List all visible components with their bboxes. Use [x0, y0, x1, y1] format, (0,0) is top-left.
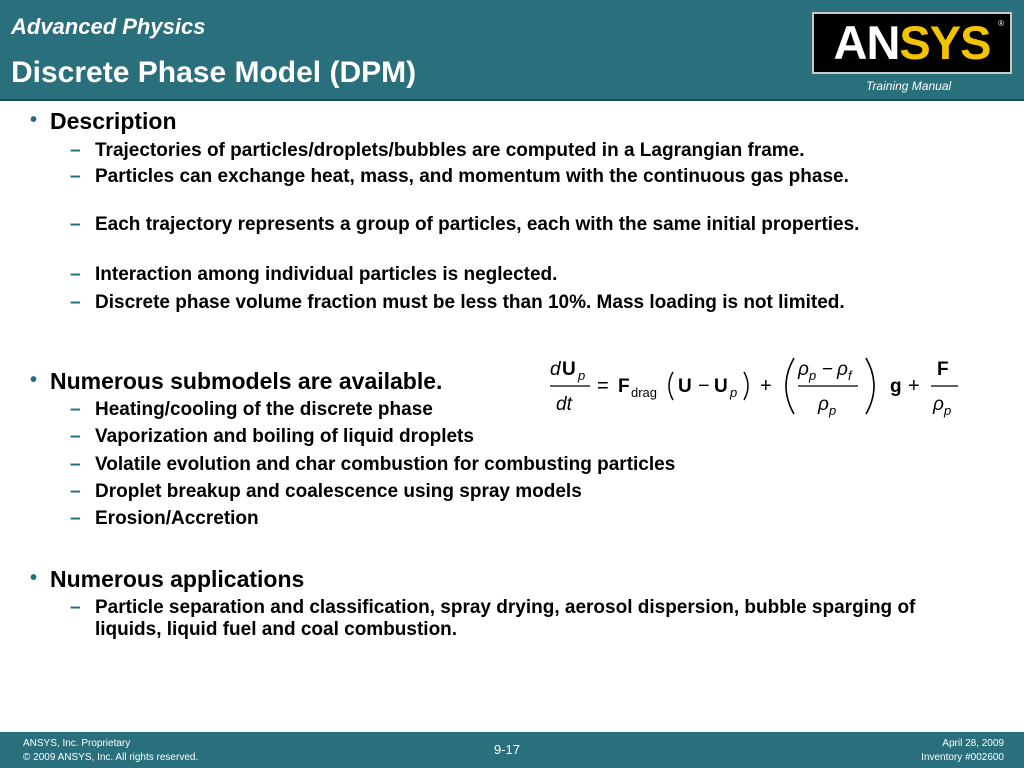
particle-momentum-equation	[548, 354, 960, 418]
bullet-label: Description	[50, 108, 177, 134]
eq-p-sub4: p	[829, 403, 837, 418]
eq-rho-f: ρ	[837, 359, 848, 380]
sub-bullet-text: Volatile evolution and char combustion for combusting particles	[95, 454, 676, 475]
force-fraction	[931, 359, 958, 418]
sub-bullet-text: Heating/cooling of the discrete phase	[95, 399, 433, 420]
dash-icon: –	[70, 508, 81, 529]
eq-f-sub: f	[848, 368, 852, 383]
lhs-fraction	[550, 359, 590, 415]
sub-bullet-text: Particles can exchange heat, mass, and momentum with the continuous gas phase.	[95, 166, 849, 187]
eq-equals: =	[597, 375, 609, 397]
header-divider	[0, 99, 1024, 101]
sub-bullet-text: Particle separation and classification, spray drying, aerosol dispersion, bubble sparging of liquids, liquid fuel and coal combustion.	[95, 597, 916, 640]
eq-U3: U	[714, 376, 728, 397]
dash-icon: –	[70, 481, 81, 502]
dash-icon: –	[70, 264, 81, 285]
right-paren	[744, 372, 748, 400]
header-bar	[0, 0, 1024, 99]
eq-g: g	[890, 376, 902, 397]
sub-bullet-text: Vaporization and boiling of liquid droplets	[95, 426, 474, 447]
eq-dt: dt	[556, 394, 572, 415]
eq-plus: +	[760, 375, 772, 397]
eq-minus2: −	[822, 359, 834, 380]
bullet-label: Numerous applications	[50, 566, 305, 592]
big-left-paren	[786, 358, 794, 414]
eq-minus: −	[698, 375, 710, 397]
sub-bullet-text: Erosion/Accretion	[95, 508, 259, 529]
footer-bar	[0, 732, 1024, 768]
bullet-icon: •	[30, 109, 38, 131]
footer-copyright	[23, 737, 198, 765]
eq-p-sub5: p	[944, 403, 952, 418]
section-title: Advanced Physics	[11, 14, 206, 39]
eq-U: U	[562, 359, 576, 380]
bullet-icon: •	[30, 369, 38, 391]
footer-rights: © 2009 ANSYS, Inc. All rights reserved.	[23, 752, 199, 763]
eq-p-sub2: p	[730, 385, 738, 400]
logo-text-an: AN	[833, 16, 900, 69]
dash-icon: –	[70, 214, 81, 235]
registered-mark: ®	[998, 19, 1004, 28]
dash-icon: –	[70, 426, 81, 447]
dash-icon: –	[70, 292, 81, 313]
training-manual-label: Training Manual	[866, 79, 952, 93]
eq-F: F	[618, 376, 630, 397]
eq-F2: F	[937, 359, 949, 380]
eq-d: d	[550, 359, 561, 380]
big-right-paren	[866, 358, 874, 414]
sub-bullet-text: Interaction among individual particles is neglected.	[95, 264, 558, 285]
dash-icon: –	[70, 140, 81, 161]
footer-inventory: Inventory #002600	[921, 752, 1004, 763]
sub-bullet-text: Each trajectory represents a group of particles, each with the same initial properties.	[95, 214, 860, 235]
bullet-label: Numerous submodels are available.	[50, 368, 443, 394]
dash-icon: –	[70, 597, 81, 618]
footer-date: April 28, 2009	[942, 738, 1004, 749]
eq-plus2: +	[908, 375, 920, 397]
page-number: 9-17	[494, 742, 521, 757]
eq-rho-p: ρ	[798, 359, 809, 380]
sub-bullet-text: Droplet breakup and coalescence using spray models	[95, 481, 582, 502]
eq-p-sub: p	[578, 368, 586, 383]
left-paren	[669, 372, 673, 400]
eq-rho-p2: ρ	[818, 394, 829, 415]
eq-drag-sub: drag	[631, 385, 658, 400]
slide-title: Discrete Phase Model (DPM)	[11, 56, 417, 89]
density-fraction	[797, 359, 858, 418]
footer-proprietary: ANSYS, Inc. Proprietary	[23, 738, 131, 749]
eq-U2: U	[678, 376, 692, 397]
footer-meta	[921, 737, 1004, 765]
dash-icon: –	[70, 166, 81, 187]
eq-rho-p3: ρ	[933, 394, 944, 415]
sub-bullet-text: Discrete phase volume fraction must be less than 10%. Mass loading is not limited.	[95, 292, 845, 313]
sub-bullet-text: Trajectories of particles/droplets/bubbles are computed in a Lagrangian frame.	[95, 140, 805, 161]
logo-text-sys: SYS	[899, 16, 991, 69]
eq-p-sub3: p	[809, 368, 817, 383]
dash-icon: –	[70, 399, 81, 420]
ansys-logo	[812, 12, 1012, 74]
bullet-icon: •	[30, 567, 38, 589]
dash-icon: –	[70, 454, 81, 475]
